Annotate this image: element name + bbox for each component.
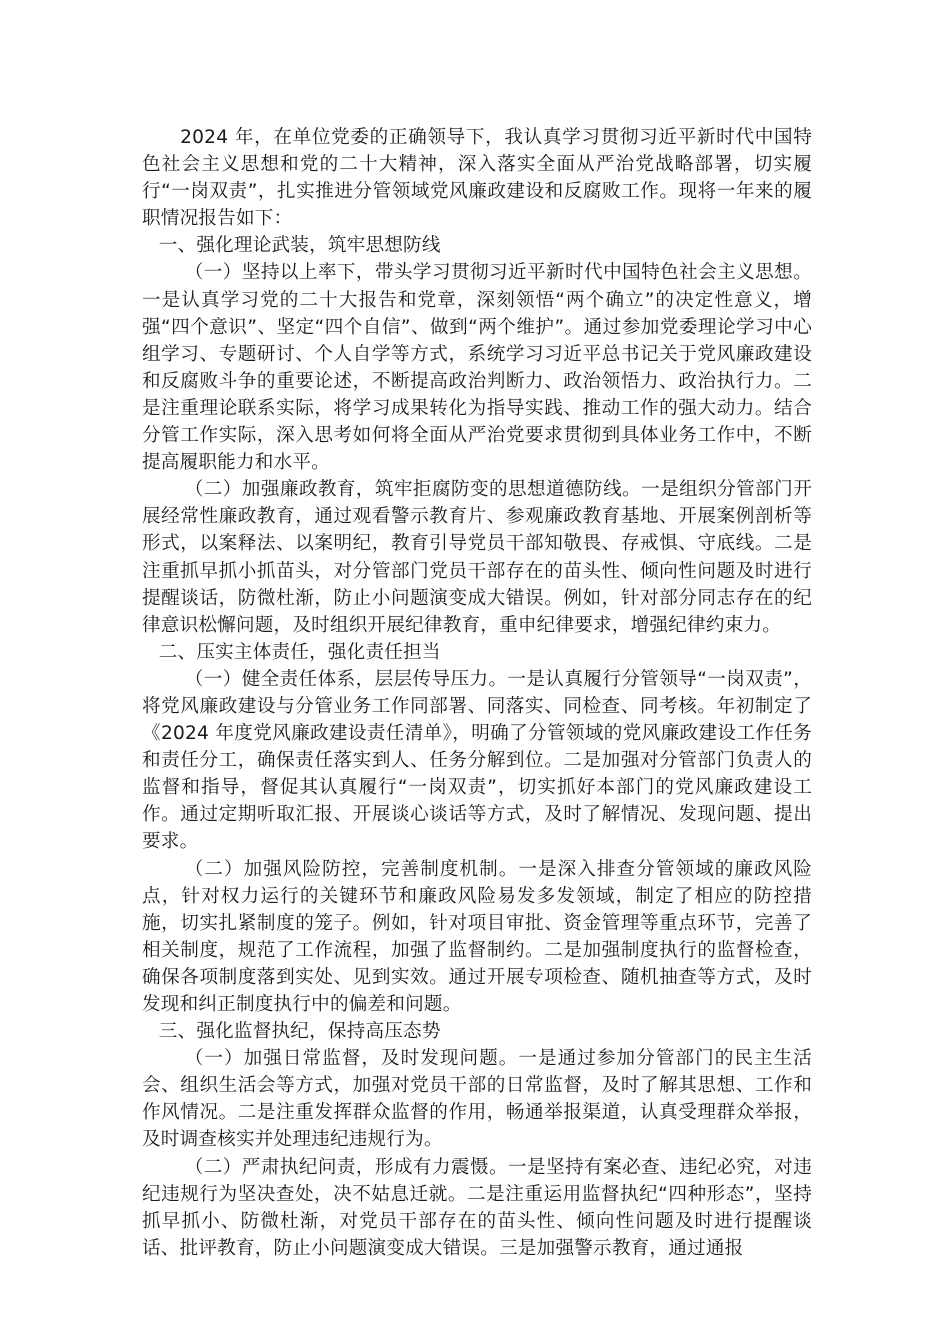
intro-paragraph: 2024 年，在单位党委的正确领导下，我认真学习贯彻习近平新时代中国特色社会主义思想和党的二十大精神，深入落实全面从严治党战略部署，切实履行“一岗双责”，扎实推进分管领域党风廉政建设和反腐败工作。现将一年来的履职情况报告如下： — [142, 127, 812, 230]
paragraph-2-2: （二）加强风险防控，完善制度机制。一是深入排查分管领域的廉政风险点，针对权力运行的关键环节和廉政风险易发多发领域，制定了相应的防控措施，切实扎紧制度的笼子。例如，针对项目审批、资金管理等重点环节，完善了相关制度，规范了工作流程，加强了监督制约。二是加强制度执行的监督检查，确保各项制度落到实处、见到实效。通过开展专项检查、随机抽查等方式，及时发现和纠正制度执行中的偏差和问题。 — [142, 858, 812, 1015]
paragraph-1-1: （一）坚持以上率下，带头学习贯彻习近平新时代中国特色社会主义思想。一是认真学习党的二十大报告和党章，深刻领悟“两个确立”的决定性意义，增强“四个意识”、坚定“四个自信”、做到“两个维护”。通过参加党委理论学习中心组学习、专题研讨、个人自学等方式，系统学习习近平总书记关于党风廉政建设和反腐败斗争的重要论述，不断提高政治判断力、政治领悟力、政治执行力。二是注重理论联系实际，将学习成果转化为指导实践、推动工作的强大动力。结合分管工作实际，深入思考如何将全面从严治党要求贯彻到具体业务工作中，不断提高履职能力和水平。 — [142, 262, 812, 474]
paragraph-3-1: （一）加强日常监督，及时发现问题。一是通过参加分管部门的民主生活会、组织生活会等方式，加强对党员干部的日常监督，及时了解其思想、工作和作风情况。二是注重发挥群众监督的作用，畅通举报渠道，认真受理群众举报，及时调查核实并处理违纪违规行为。 — [142, 1048, 812, 1151]
paragraph-1-2: （二）加强廉政教育，筑牢拒腐防变的思想道德防线。一是组织分管部门开展经常性廉政教育，通过观看警示教育片、参观廉政教育基地、开展案例剖析等形式，以案释法、以案明纪，教育引导党员干部知敬畏、存戒惧、守底线。二是注重抓早抓小抓苗头，对分管部门党员干部存在的苗头性、倾向性问题及时进行提醒谈话，防微杜渐，防止小问题演变成大错误。例如，针对部分同志存在的纪律意识松懈问题，及时组织开展纪律教育，重申纪律要求，增强纪律约束力。 — [142, 479, 812, 636]
paragraph-2-1: （一）健全责任体系，层层传导压力。一是认真履行分管领导“一岗双责”，将党风廉政建设与分管业务工作同部署、同落实、同检查、同考核。年初制定了《2024 年度党风廉政建设责任清单》，明确了分管领域的党风廉政建设工作任务和责任分工，确保责任落实到人、任务分解到位。二是加强对分管部门负责人的监督和指导，督促其认真履行“一岗双责”，切实抓好本部门的党风廉政建设工作。通过定期听取汇报、开展谈心谈话等方式，及时了解情况、发现问题、提出要求。 — [142, 668, 812, 853]
section-heading-1: 一、强化理论武装，筑牢思想防线 — [158, 235, 441, 257]
paragraph-3-2: （二）严肃执纪问责，形成有力震慑。一是坚持有案必查、违纪必究，对违纪违规行为坚决查处，决不姑息迁就。二是注重运用监督执纪“四种形态”，坚持抓早抓小、防微杜渐，对党员干部存在的苗头性、倾向性问题及时进行提醒谈话、批评教育，防止小问题演变成大错误。三是加强警示教育，通过通报 — [142, 1156, 812, 1259]
section-heading-3: 三、强化监督执纪，保持高压态势 — [158, 1021, 441, 1043]
document-body — [142, 124, 812, 1262]
section-heading-2: 二、压实主体责任，强化责任担当 — [158, 641, 441, 663]
